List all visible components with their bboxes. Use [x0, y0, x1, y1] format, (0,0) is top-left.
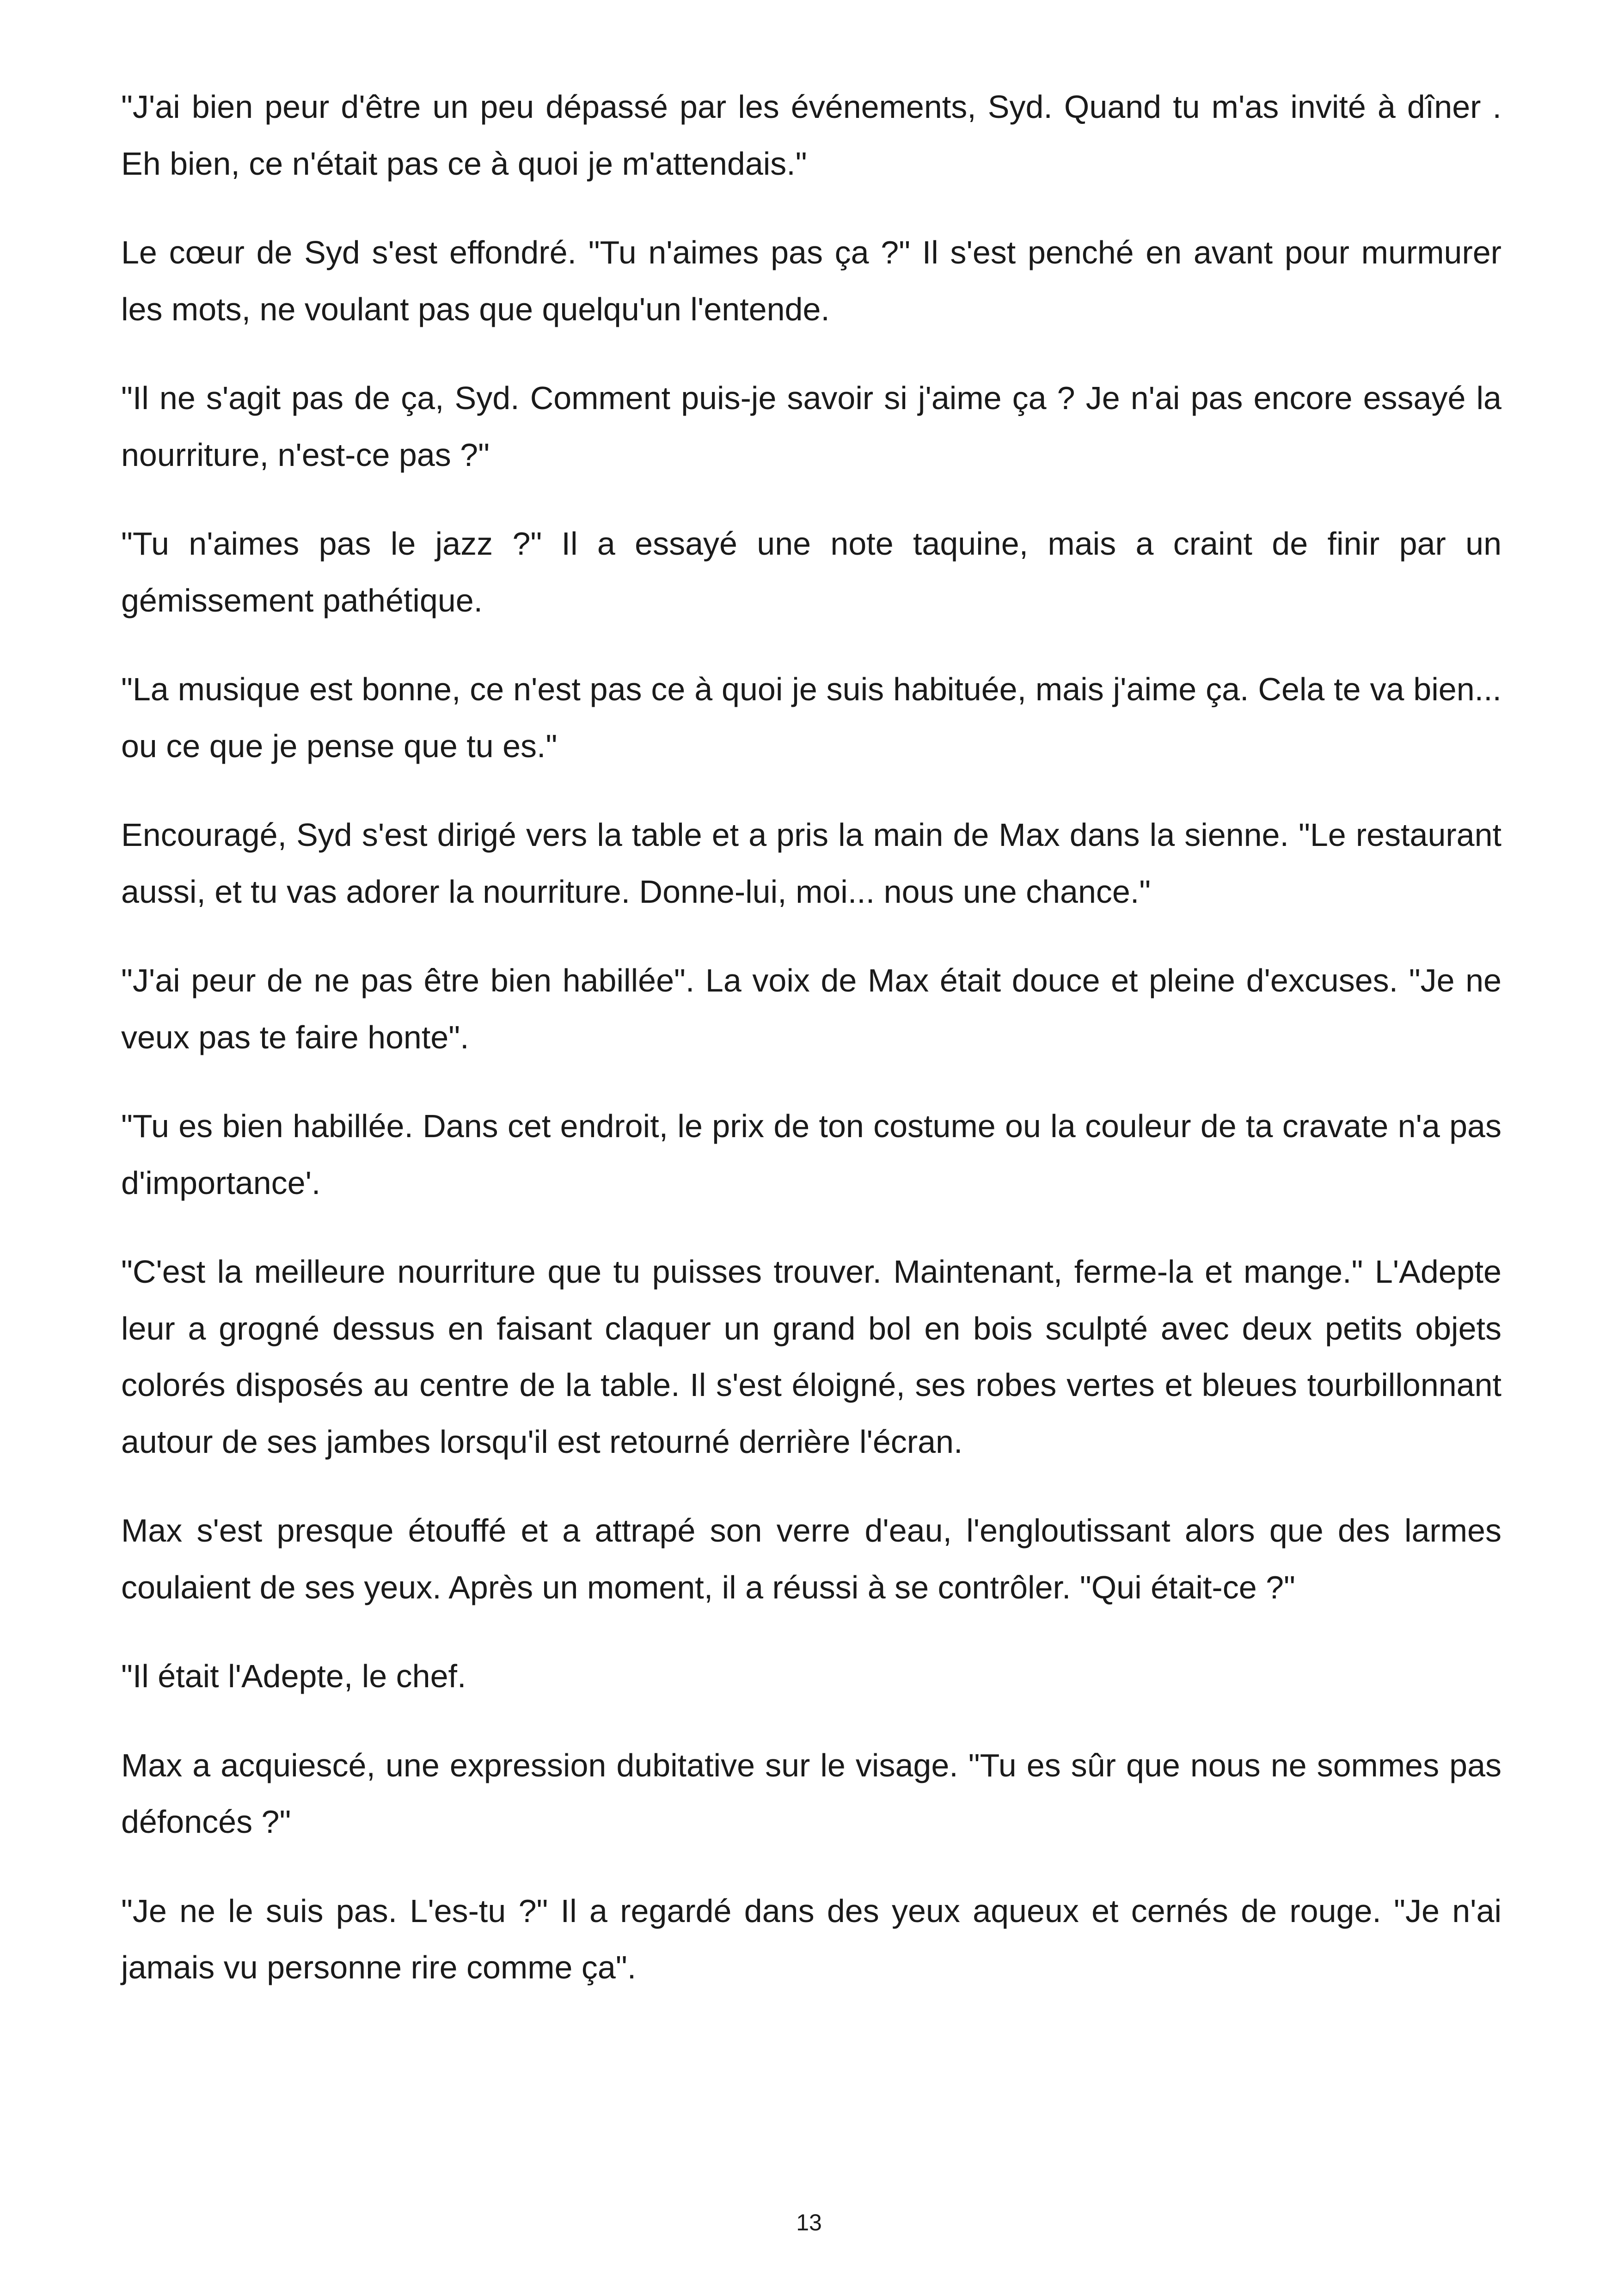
page-number: 13 [796, 2210, 822, 2235]
paragraph: "Il ne s'agit pas de ça, Syd. Comment puis-je savoir si j'aime ça ? Je n'ai pas encore essayé la nourriture, n'est-ce pas ?" [121, 380, 1502, 473]
paragraph: "Je ne le suis pas. L'es-tu ?" Il a regardé dans des yeux aqueux et cernés de rouge. "Je n'ai jamais vu personne rire comme ça". [121, 1892, 1502, 1985]
paragraph: "La musique est bonne, ce n'est pas ce à quoi je suis habituée, mais j'aime ça. Cela te va bien... ou ce que je pense que tu es." [121, 671, 1502, 764]
paragraph: "Il était l'Adepte, le chef. [121, 1658, 466, 1694]
paragraph: "Tu n'aimes pas le jazz ?" Il a essayé une note taquine, mais a craint de finir par un gémissement pathétique. [121, 526, 1502, 618]
paragraph: Encouragé, Syd s'est dirigé vers la table et a pris la main de Max dans la sienne. "Le restaurant aussi, et tu vas adorer la nourriture. Donne-lui, moi... nous une chance." [121, 817, 1502, 910]
paragraph: "J'ai bien peur d'être un peu dépassé par les événements, Syd. Quand tu m'as invité à dîner . Eh bien, ce n'était pas ce à quoi je m'attendais." [121, 89, 1502, 182]
paragraph: Max s'est presque étouffé et a attrapé son verre d'eau, l'engloutissant alors que des larmes coulaient de ses yeux. Après un moment, il a réussi à se contrôler. "Qui était-ce ?" [121, 1512, 1502, 1605]
paragraph: "C'est la meilleure nourriture que tu puisses trouver. Maintenant, ferme-la et mange." L'Adepte leur a grogné dessus en faisant claquer un grand bol en bois sculpté avec deux petits objets colorés disposés au centre de la table. Il s'est éloigné, ses robes vertes et bleues tourbillonnant autour de ses jambes lorsqu'il est retourné derrière l'écran. [121, 1254, 1502, 1460]
paragraph: "Tu es bien habillée. Dans cet endroit, le prix de ton costume ou la couleur de ta cravate n'a pas d'importance'. [121, 1108, 1502, 1201]
paragraph: "J'ai peur de ne pas être bien habillée". La voix de Max était douce et pleine d'excuses. "Je ne veux pas te faire honte". [121, 962, 1502, 1055]
body-text [121, 79, 1502, 2028]
paragraph: Max a acquiescé, une expression dubitative sur le visage. "Tu es sûr que nous ne sommes pas défoncés ?" [121, 1747, 1502, 1840]
paragraph: Le cœur de Syd s'est effondré. "Tu n'aimes pas ça ?" Il s'est penché en avant pour murmurer les mots, ne voulant pas que quelqu'un l'entende. [121, 234, 1502, 327]
